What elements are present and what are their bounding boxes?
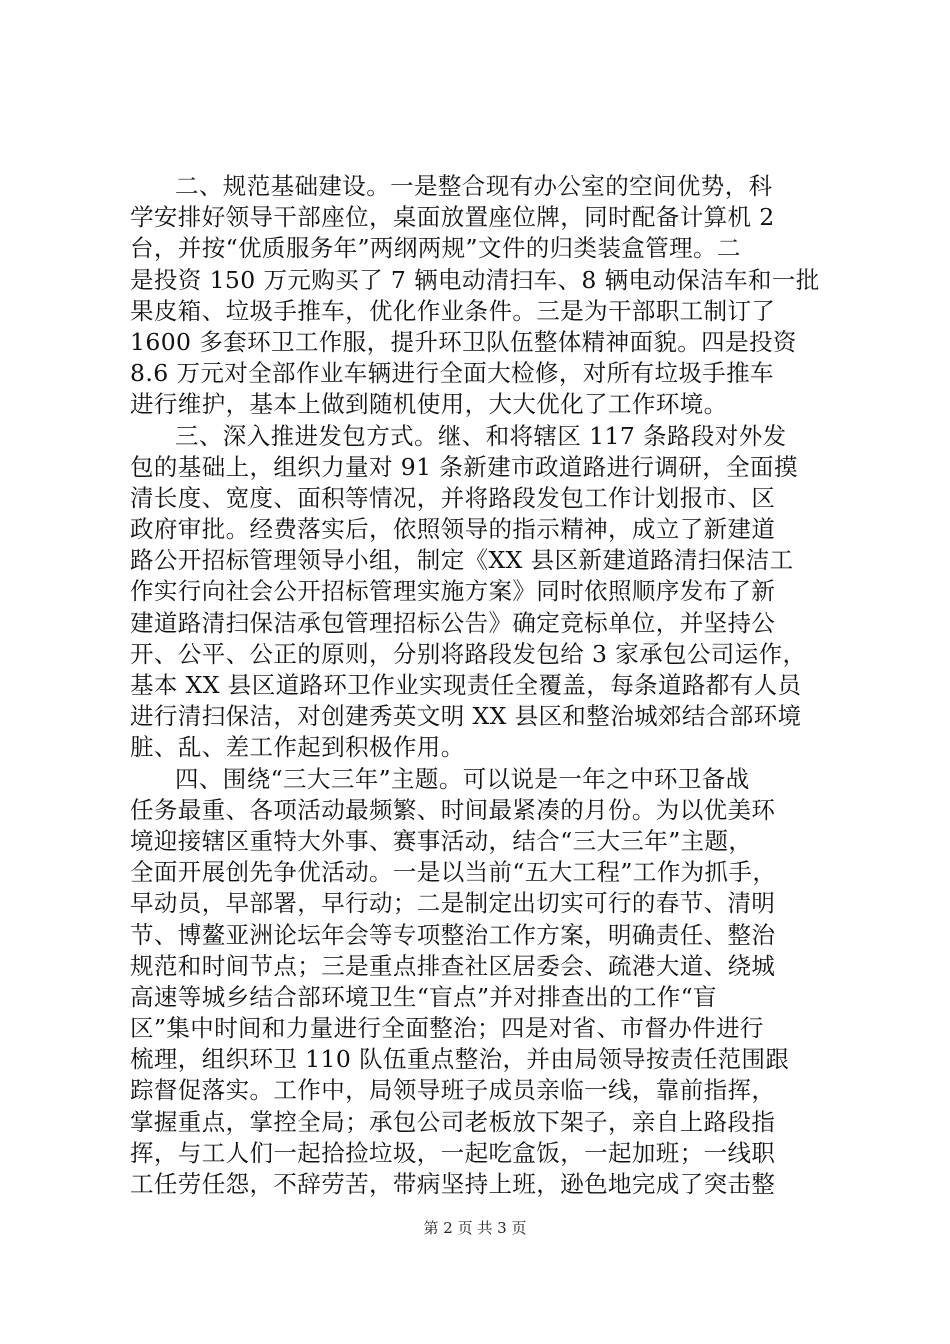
text-line: 四、围绕“三大三年”主题。可以说是一年之中环卫备战 bbox=[175, 764, 750, 793]
text-line: 基本 XX 县区道路环卫作业实现责任全覆盖，每条道路都有人员 bbox=[130, 671, 802, 699]
text-line: 二、规范基础建设。一是整合现有办公室的空间优势，科 bbox=[175, 172, 773, 200]
text-line: 建道路清扫保洁承包管理招标公告》确定竞标单位，并坚持公 bbox=[130, 608, 776, 637]
text-line: 梳理，组织环卫 110 队伍重点整治，并由局领导按责任范围跟 bbox=[130, 1045, 790, 1074]
text-line: 踪督促落实。工作中，局领导班子成员亲临一线，靠前指挥， bbox=[130, 1076, 776, 1105]
text-line: 8.6 万元对全部作业车辆进行全面大检修，对所有垃圾手推车 bbox=[130, 359, 774, 388]
text-line: 政府审批。经费落实后，依照领导的指示精神，成立了新建道 bbox=[130, 515, 776, 544]
text-line: 进行维护，基本上做到随机使用，大大优化了工作环境。 bbox=[130, 390, 728, 419]
text-line: 脏、乱、差工作起到积极作用。 bbox=[130, 733, 465, 762]
text-line: 路公开招标管理领导小组，制定《XX 县区新建道路清扫保洁工 bbox=[130, 546, 794, 575]
text-line: 作实行向社会公开招标管理实施方案》同时依照顺序发布了新 bbox=[130, 577, 776, 606]
paragraph bbox=[130, 764, 822, 1201]
text-line: 是投资 150 万元购买了 7 辆电动清扫车、8 辆电动保洁车和一批 bbox=[130, 265, 820, 294]
text-line: 掌握重点，掌控全局；承包公司老板放下架子，亲自上路段指 bbox=[130, 1107, 776, 1136]
text-line: 高速等城乡结合部环境卫生“盲点”并对排查出的工作“盲 bbox=[130, 982, 717, 1011]
text-line: 台，并按“优质服务年”两纲两规”文件的归类装盒管理。二 bbox=[130, 234, 741, 263]
text-line: 规范和时间节点；三是重点排查社区居委会、疏港大道、绕城 bbox=[130, 951, 776, 980]
text-line: 学安排好领导干部座位，桌面放置座位牌，同时配备计算机 2 bbox=[130, 203, 775, 232]
text-line: 清长度、宽度、面积等情况，并将路段发包工作计划报市、区 bbox=[130, 483, 776, 512]
text-line: 开、公平、公正的原则，分别将路段发包给 3 家承包公司运作， bbox=[130, 639, 807, 668]
text-line: 1600 多套环卫工作服，提升环卫队伍整体精神面貌。四是投资 bbox=[130, 327, 797, 356]
text-line: 区”集中时间和力量进行全面整治；四是对省、市督办件进行 bbox=[130, 1014, 764, 1043]
text-line: 三、深入推进发包方式。继、和将辖区 117 条路段对外发 bbox=[175, 421, 787, 450]
document-body bbox=[130, 171, 822, 1200]
text-line: 早动员，早部署，早行动；二是制定出切实可行的春节、清明 bbox=[130, 889, 776, 918]
text-line: 任务最重、各项活动最频繁、时间最紧凑的月份。为以优美环 bbox=[130, 795, 776, 824]
text-line: 全面开展创先争优活动。一是以当前“五大工程”工作为抓手， bbox=[130, 858, 777, 887]
text-line: 挥，与工人们一起拾捡垃圾，一起吃盒饭，一起加班；一线职 bbox=[130, 1138, 776, 1167]
paragraph bbox=[130, 421, 822, 764]
paragraph bbox=[130, 171, 822, 421]
text-line: 进行清扫保洁，对创建秀英文明 XX 县区和整治城郊结合部环境 bbox=[130, 702, 802, 731]
text-line: 工任劳任怨，不辞劳苦，带病坚持上班，逊色地完成了突击整 bbox=[130, 1170, 776, 1198]
text-line: 包的基础上，组织力量对 91 条新建市政道路进行调研，全面摸 bbox=[130, 452, 798, 481]
page-number-indicator: 第 2 页 共 3 页 bbox=[423, 1219, 527, 1237]
page-footer bbox=[0, 1218, 950, 1238]
text-line: 果皮箱、垃圾手推车，优化作业条件。三是为干部职工制订了 bbox=[130, 296, 776, 325]
text-line: 境迎接辖区重特大外事、赛事活动，结合“三大三年”主题， bbox=[130, 826, 753, 855]
text-line: 节、博鳌亚洲论坛年会等专项整治工作方案，明确责任、整治 bbox=[130, 920, 776, 949]
